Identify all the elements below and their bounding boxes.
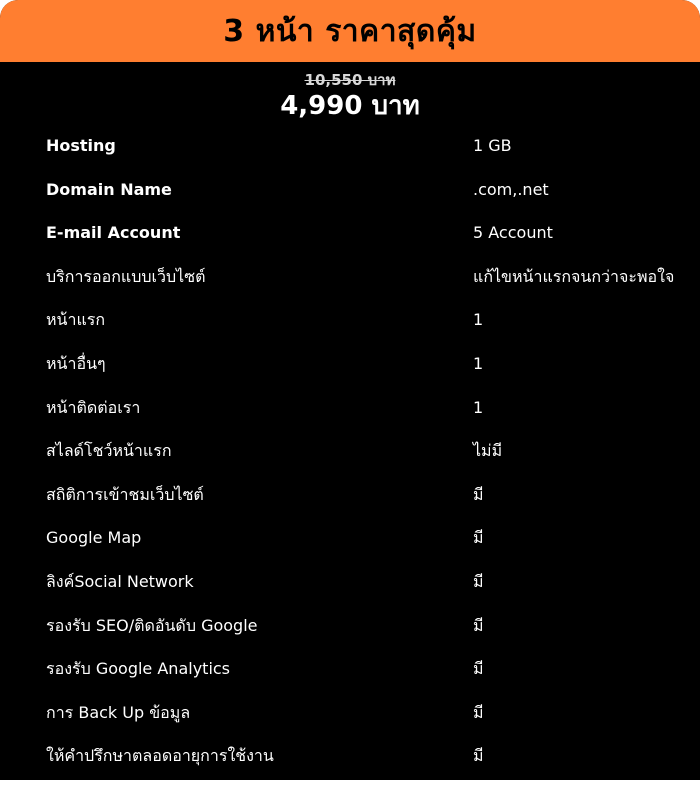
feature-label: สถิติการเข้าชมเว็บไซต์ <box>46 484 204 504</box>
feature-label: สไลด์โชว์หน้าแรก <box>46 441 172 461</box>
feature-label: Domain Name <box>46 179 172 199</box>
feature-label: หน้าติดต่อเรา <box>46 397 141 417</box>
feature-label: Hosting <box>46 136 116 155</box>
feature-row <box>0 474 700 518</box>
feature-value: 1 <box>473 310 484 330</box>
feature-value: แก้ไขหน้าแรกจนกว่าจะพอใจ <box>473 266 675 286</box>
feature-row <box>0 299 700 343</box>
feature-value: มี <box>473 528 484 548</box>
feature-label: ให้คำปรึกษาตลอดอายุการใช้งาน <box>46 746 274 766</box>
feature-value: .com,.net <box>473 179 549 199</box>
feature-row <box>0 169 700 213</box>
feature-value: มี <box>473 615 484 635</box>
feature-value: มี <box>473 484 484 504</box>
feature-value: 1 GB <box>473 136 512 155</box>
price-block <box>0 62 700 122</box>
feature-row <box>0 387 700 431</box>
feature-row <box>0 735 700 779</box>
feature-row <box>0 212 700 256</box>
feature-row <box>0 256 700 300</box>
feature-value: มี <box>473 571 484 591</box>
feature-label: E-mail Account <box>46 223 181 243</box>
feature-row <box>0 125 700 169</box>
feature-label: รองรับ SEO/ติดอันดับ Google <box>46 615 258 635</box>
feature-row <box>0 692 700 736</box>
feature-row <box>0 430 700 474</box>
feature-label: รองรับ Google Analytics <box>46 659 231 679</box>
feature-value: 5 Account <box>473 223 553 243</box>
feature-value: 1 <box>473 397 484 417</box>
feature-row <box>0 648 700 692</box>
feature-label: การ Back Up ข้อมูล <box>46 702 191 722</box>
feature-value: มี <box>473 702 484 722</box>
feature-value: 1 <box>473 353 484 373</box>
feature-value: มี <box>473 659 484 679</box>
feature-row <box>0 605 700 649</box>
feature-label: หน้าแรก <box>46 310 106 330</box>
feature-value: มี <box>473 746 484 766</box>
old-price: 10,550 บาท <box>304 71 396 89</box>
feature-row <box>0 343 700 387</box>
feature-label: หน้าอื่นๆ <box>46 353 106 373</box>
feature-label: ลิงค์Social Network <box>46 571 194 591</box>
feature-row <box>0 517 700 561</box>
feature-label: บริการออกแบบเว็บไซต์ <box>46 266 206 286</box>
new-price: 4,990 บาท <box>280 91 420 121</box>
feature-value: ไม่มี <box>473 441 503 461</box>
feature-list <box>0 125 700 779</box>
feature-label: Google Map <box>46 528 142 548</box>
feature-row <box>0 561 700 605</box>
pricing-header <box>0 0 700 62</box>
plan-title: 3 หน้า ราคาสุดคุ้ม <box>223 13 477 49</box>
